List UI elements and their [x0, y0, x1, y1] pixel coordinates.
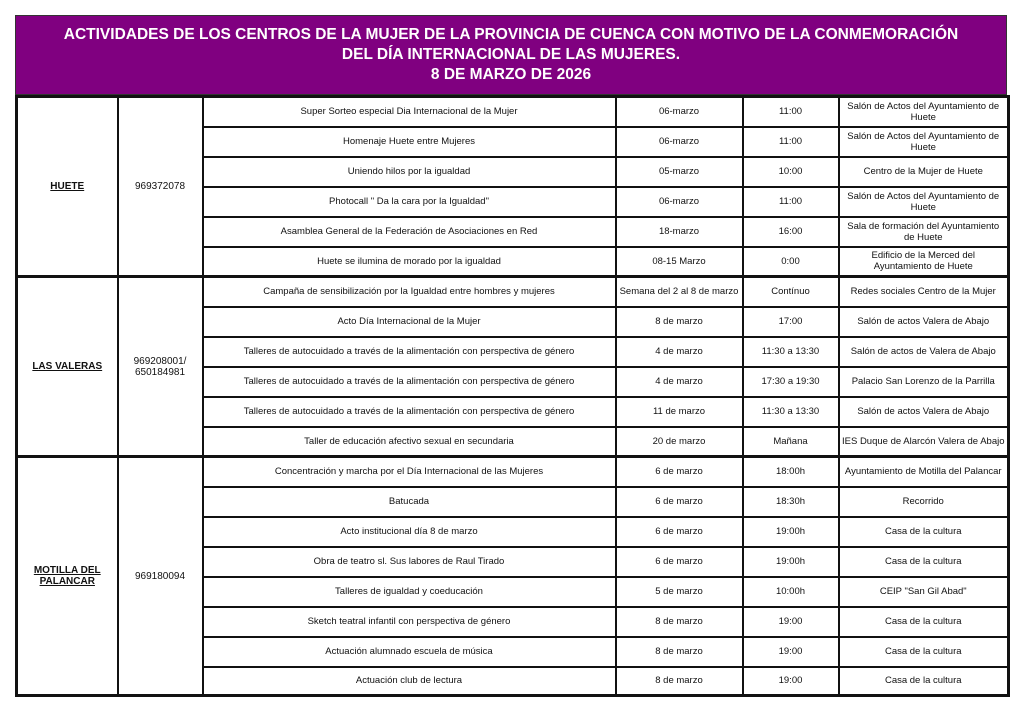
place-cell: Salón de actos Valera de Abajo — [839, 307, 1009, 337]
date-cell: 06-marzo — [616, 97, 743, 127]
time-cell: 18:00h — [743, 457, 839, 487]
place-cell: Salón de actos Valera de Abajo — [839, 397, 1009, 427]
activity-cell: Sketch teatral infantil con perspectiva de género — [203, 607, 616, 637]
title-line-2: DEL DÍA INTERNACIONAL DE LAS MUJERES. — [341, 46, 681, 63]
place-cell: Redes sociales Centro de la Mujer — [839, 277, 1009, 307]
activity-cell: Obra de teatro sl. Sus labores de Raul Tirado — [203, 547, 616, 577]
date-cell: 8 de marzo — [616, 667, 743, 696]
place-cell: Casa de la cultura — [839, 517, 1009, 547]
date-cell: 5 de marzo — [616, 577, 743, 607]
activity-cell: Concentración y marcha por el Día Internacional de las Mujeres — [203, 457, 616, 487]
time-cell: 11:00 — [743, 187, 839, 217]
activity-cell: Batucada — [203, 487, 616, 517]
activity-cell: Uniendo hilos por la igualdad — [203, 157, 616, 187]
place-cell: Salón de Actos del Ayuntamiento de Huete — [839, 127, 1009, 157]
title-line-1: ACTIVIDADES DE LOS CENTROS DE LA MUJER DE LA PROVINCIA DE CUENCA CON MOTIVO DE LA CONMEMORACIÓN — [63, 26, 959, 43]
place-cell: Casa de la cultura — [839, 607, 1009, 637]
activity-cell: Actuación alumnado escuela de música — [203, 637, 616, 667]
time-cell: Mañana — [743, 427, 839, 457]
time-cell: 17:30 a 19:30 — [743, 367, 839, 397]
activity-cell: Homenaje Huete entre Mujeres — [203, 127, 616, 157]
table-row — [17, 277, 1009, 307]
date-cell: 4 de marzo — [616, 337, 743, 367]
place-cell: Recorrido — [839, 487, 1009, 517]
activity-cell: Campaña de sensibilización por la Igualdad entre hombres y mujeres — [203, 277, 616, 307]
activity-cell: Huete se ilumina de morado por la igualdad — [203, 247, 616, 277]
date-cell: 06-marzo — [616, 187, 743, 217]
activity-cell: Talleres de autocuidado a través de la alimentación con perspectiva de género — [203, 367, 616, 397]
place-cell: Centro de la Mujer de Huete — [839, 157, 1009, 187]
place-cell: Casa de la cultura — [839, 547, 1009, 577]
date-cell: 8 de marzo — [616, 607, 743, 637]
date-cell: 18-marzo — [616, 217, 743, 247]
activity-cell: Asamblea General de la Federación de Asociaciones en Red — [203, 217, 616, 247]
phone-number: 969208001/ 650184981 — [118, 277, 203, 457]
activity-cell: Actuación club de lectura — [203, 667, 616, 696]
time-cell: 18:30h — [743, 487, 839, 517]
activity-cell: Talleres de autocuidado a través de la alimentación con perspectiva de género — [203, 397, 616, 427]
activity-cell: Super Sorteo especial Dia Internacional de la Mujer — [203, 97, 616, 127]
date-cell: 6 de marzo — [616, 517, 743, 547]
activity-cell: Talleres de igualdad y coeducación — [203, 577, 616, 607]
time-cell: 19:00 — [743, 607, 839, 637]
date-cell: 8 de marzo — [616, 637, 743, 667]
date-cell: 06-marzo — [616, 127, 743, 157]
time-cell: 11:30 a 13:30 — [743, 337, 839, 367]
activity-cell: Taller de educación afectivo sexual en secundaria — [203, 427, 616, 457]
time-cell: 11:00 — [743, 97, 839, 127]
place-cell: Salón de Actos del Ayuntamiento de Huete — [839, 97, 1009, 127]
place-cell: Salón de actos de Valera de Abajo — [839, 337, 1009, 367]
place-cell: Sala de formación del Ayuntamiento de Huete — [839, 217, 1009, 247]
date-cell: 6 de marzo — [616, 487, 743, 517]
date-cell: 6 de marzo — [616, 457, 743, 487]
phone-number: 969180094 — [118, 457, 203, 696]
time-cell: 17:00 — [743, 307, 839, 337]
table-row — [17, 97, 1009, 127]
place-cell: Ayuntamiento de Motilla del Palancar — [839, 457, 1009, 487]
time-cell: 16:00 — [743, 217, 839, 247]
time-cell: 11:00 — [743, 127, 839, 157]
place-cell: Edificio de la Merced del Ayuntamiento de Huete — [839, 247, 1009, 277]
town-name: LAS VALERAS — [17, 277, 118, 457]
phone-number: 969372078 — [118, 97, 203, 277]
time-cell: 19:00h — [743, 547, 839, 577]
date-cell: 11 de marzo — [616, 397, 743, 427]
date-cell: 20 de marzo — [616, 427, 743, 457]
date-cell: 05-marzo — [616, 157, 743, 187]
activity-cell: Acto Día Internacional de la Mujer — [203, 307, 616, 337]
time-cell: 19:00 — [743, 667, 839, 696]
time-cell: Contínuo — [743, 277, 839, 307]
time-cell: 0:00 — [743, 247, 839, 277]
activities-table — [15, 95, 1010, 697]
time-cell: 11:30 a 13:30 — [743, 397, 839, 427]
title-line-3: 8 DE MARZO DE 2026 — [430, 66, 592, 83]
place-cell: CEIP "San Gil Abad" — [839, 577, 1009, 607]
activity-cell: Talleres de autocuidado a través de la alimentación con perspectiva de género — [203, 337, 616, 367]
place-cell: Casa de la cultura — [839, 667, 1009, 696]
town-name: HUETE — [17, 97, 118, 277]
place-cell: IES Duque de Alarcón Valera de Abajo — [839, 427, 1009, 457]
activity-cell: Photocall " Da la cara por la Igualdad" — [203, 187, 616, 217]
date-cell: 6 de marzo — [616, 547, 743, 577]
place-cell: Salón de Actos del Ayuntamiento de Huete — [839, 187, 1009, 217]
date-cell: 8 de marzo — [616, 307, 743, 337]
town-name: MOTILLA DEL PALANCAR — [17, 457, 118, 696]
document-title — [15, 15, 1007, 95]
place-cell: Palacio San Lorenzo de la Parrilla — [839, 367, 1009, 397]
place-cell: Casa de la cultura — [839, 637, 1009, 667]
time-cell: 19:00 — [743, 637, 839, 667]
table-row — [17, 457, 1009, 487]
time-cell: 10:00 — [743, 157, 839, 187]
time-cell: 10:00h — [743, 577, 839, 607]
date-cell: Semana del 2 al 8 de marzo — [616, 277, 743, 307]
date-cell: 4 de marzo — [616, 367, 743, 397]
time-cell: 19:00h — [743, 517, 839, 547]
date-cell: 08-15 Marzo — [616, 247, 743, 277]
activity-cell: Acto institucional día 8 de marzo — [203, 517, 616, 547]
